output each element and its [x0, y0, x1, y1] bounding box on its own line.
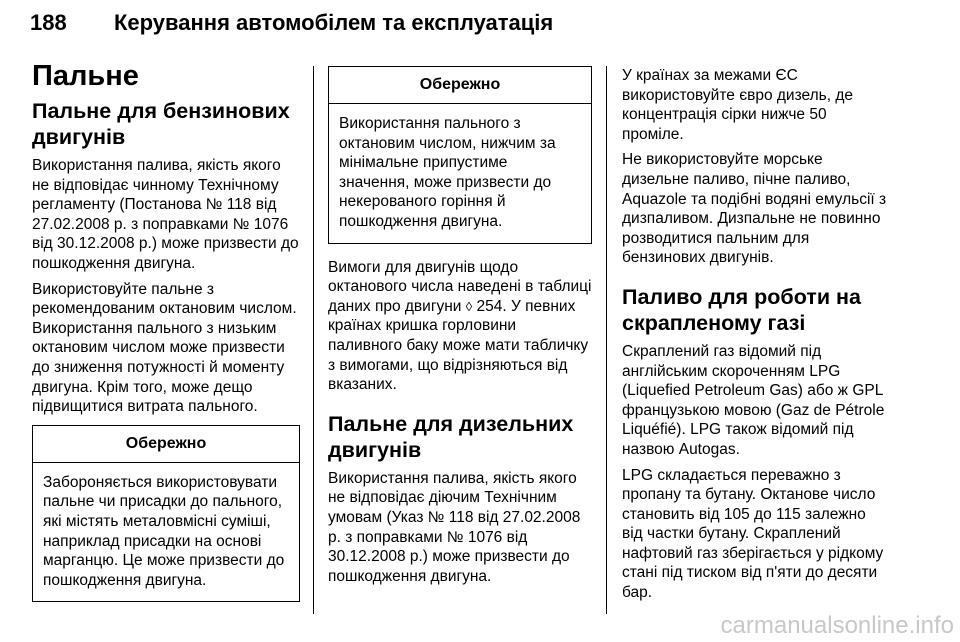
subsection-title: Паливо для роботи на скрапленому газі [622, 284, 861, 335]
column-1 [32, 60, 300, 602]
page-number: 188 [30, 10, 67, 35]
paragraph: У країнах за межами ЄС використовуйте євро дизель, де концентрація сірки нижче 50 проміле. [622, 67, 854, 143]
paragraph: LPG складається переважно з пропану та бутану. Октанове число становить від 105 до 115 залежно від частки бутану. Скраплений нафтовий газ зберігається у рідкому стані під тиском від п'яти до десяти бар. [622, 466, 884, 602]
section-title: Пальне [32, 60, 139, 92]
watermark: carmanualsonline.info [720, 612, 954, 639]
column-divider [313, 66, 314, 614]
column-2 [328, 66, 592, 592]
warning-box [32, 425, 300, 603]
subsection-title: Пальне для дизельних двигунів [328, 411, 574, 462]
page-header [30, 10, 553, 36]
paragraph: Використовуйте пальне з рекомендованим октановим числом. Використання пального з низьким октановим числом може призвести до зниження потужності й моменту двигуна. Крім того, може дещо підвищитися витрата пального. [32, 280, 297, 416]
warning-title: Обережно [33, 426, 299, 463]
chapter-title: Керування автомобілем та експлуатація [114, 10, 554, 35]
warning-title: Обережно [329, 67, 591, 104]
paragraph-text: Вимоги для двигунів щодо октанового числа наведені в таблиці даних про двигуни [328, 258, 592, 315]
page-reference-arrow-icon[interactable]: ◊ [465, 298, 473, 314]
paragraph: Використання палива, якість якого не відповідає чинному Технічному регламенту (Постанова № 118 від 27.02.2008 р. з поправками № 1076 від 30.12.2008 р.) може призвести до пошкодження двигуна. [32, 157, 299, 272]
subsection-title: Пальне для бензинових двигунів [32, 99, 290, 149]
paragraph [328, 258, 592, 395]
paragraph: Скраплений газ відомий під англійським скороченням LPG (Liquefied Petroleum Gas) або ж GPL французькою мовою (Gaz de Pétrole Liquéfié). LPG також відомий під назвою Autogas. [622, 342, 885, 458]
paragraph: Використання палива, якість якого не відповідає діючим Технічним умовам (Указ № 118 від 27.02.2008 р. з поправками № 1076 від 30.12.2008 р.) може призвести до пошкодження двигуна. [328, 469, 581, 585]
paragraph: Не використовуйте морське дизельне паливо, пічне паливо, Aquazole та подібні водяні емульсії з дизпаливом. Дизпальне не повинно розводитися пальним для бензинових двигунів. [622, 151, 887, 267]
warning-text: Використання пального з октановим числом, нижчим за мінімальне припустиме значення, може призвести до некерованого горіння й пошкодження двигуна. [339, 115, 556, 230]
paragraph-text: 254. У певних країнах кришка горловини паливного баку може мати табличку з вимогами, що відрізняються від вказаних. [328, 297, 589, 394]
column-divider [606, 66, 607, 614]
column-3 [622, 66, 890, 609]
warning-box [328, 66, 592, 244]
warning-text: Забороняється використовувати пальне чи присадки до пального, які містять металовмісні суміші, наприклад присадки на основі марганцю. Це може призвести до пошкодження двигуна. [43, 473, 285, 589]
